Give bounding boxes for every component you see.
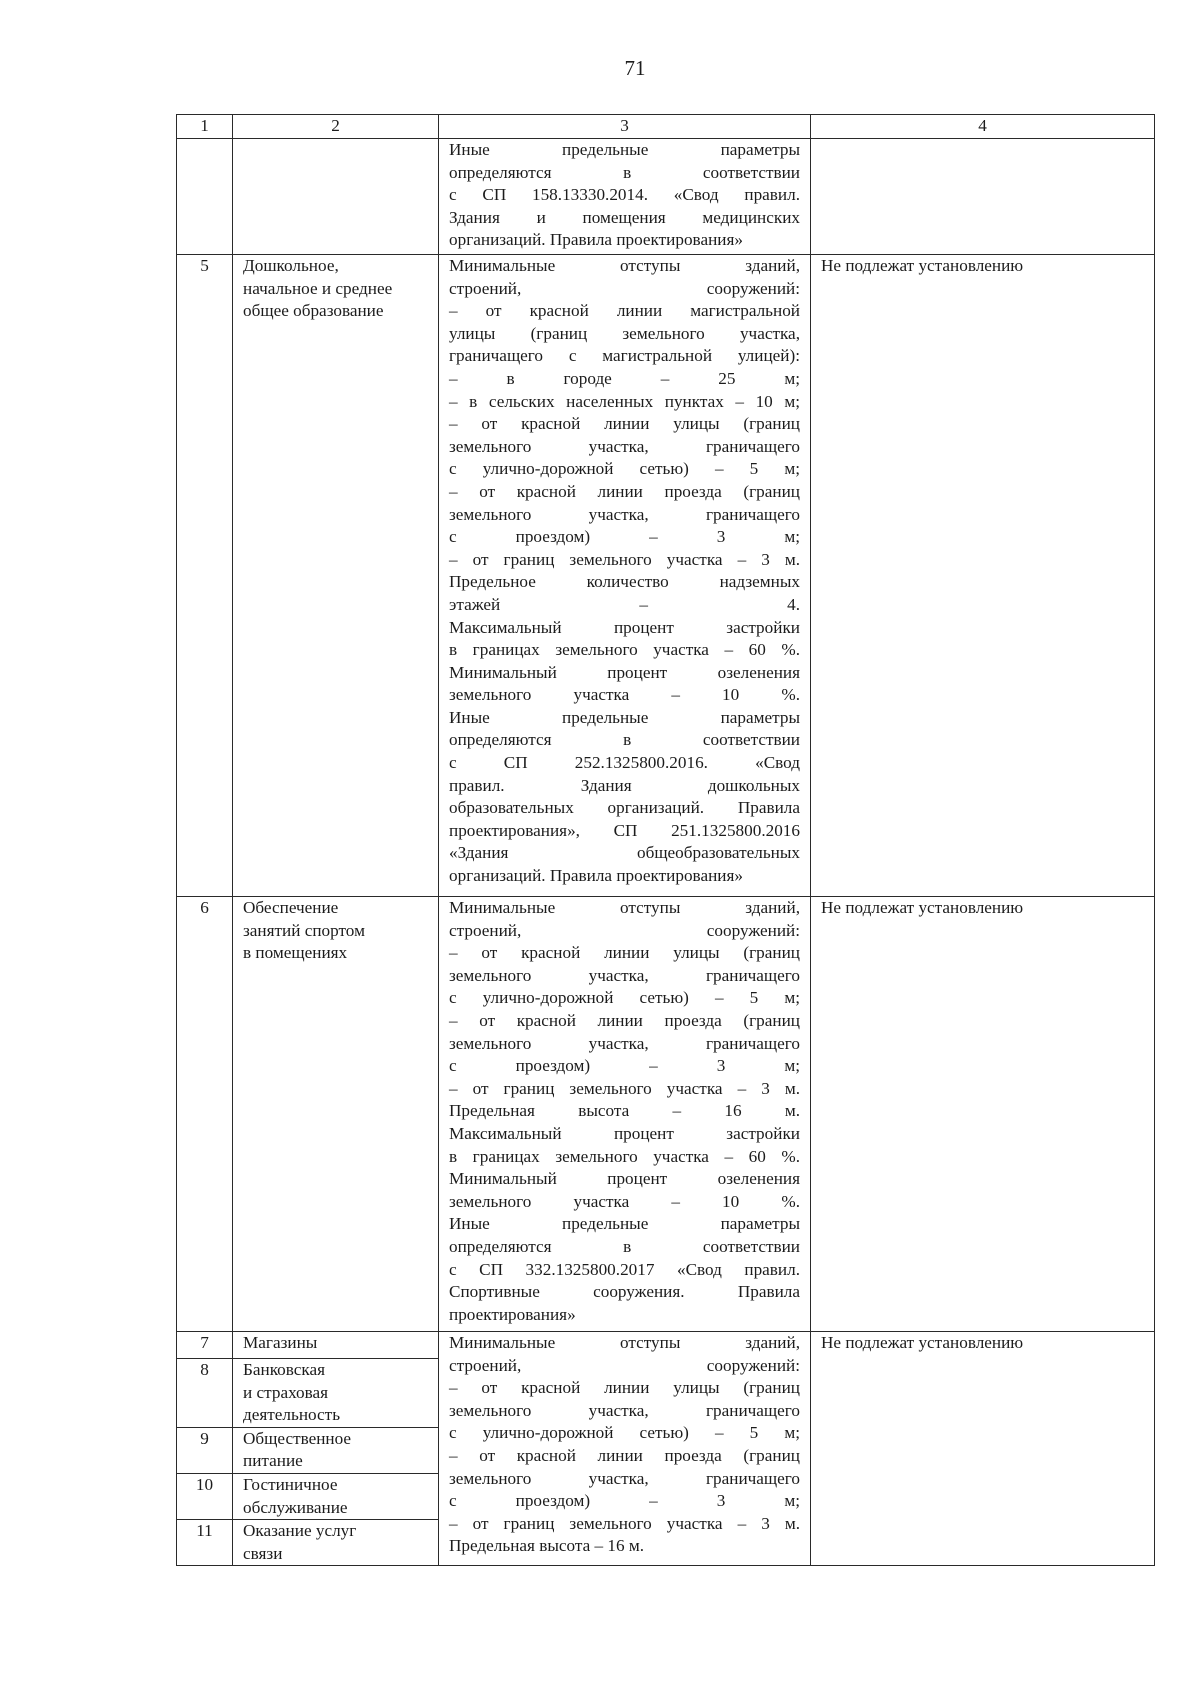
table-row-7 (177, 1332, 1155, 1359)
text-line: Предельная высота – 16 м. (449, 1101, 800, 1121)
row-number-cell: 6 (177, 897, 233, 1332)
row-name-cell (233, 255, 439, 897)
text-line: определяются в соответствии (449, 730, 800, 750)
row-note-cell: Не подлежат установлению (811, 1332, 1155, 1566)
row-name-cell (233, 1332, 439, 1359)
text-line: – от красной линии проезда (границ (449, 481, 800, 501)
text-line: Предельное количество надземных (449, 572, 800, 592)
text-line: – от границ земельного участка – 3 м. (449, 549, 800, 569)
text-line: и страховая (243, 1382, 329, 1402)
text-line: Минимальные отступы зданий, (449, 898, 800, 917)
text-line: – от границ земельного участка – 3 м. (449, 1078, 800, 1098)
header-col-2: 2 (233, 115, 439, 139)
text-line: Иные предельные параметры (449, 707, 800, 727)
row-number-cell: 11 (177, 1520, 233, 1566)
text-line: земельного участка – 10 %. (449, 1191, 800, 1211)
text-line: земельного участка, граничащего (449, 1400, 800, 1420)
row-params-cell (439, 139, 811, 255)
row-params-cell (439, 1332, 811, 1566)
text-line: строений, сооружений: (449, 278, 800, 298)
text-line: определяются в соответствии (449, 162, 800, 182)
text-line: с улично-дорожной сетью) – 5 м; (449, 1423, 800, 1443)
text-line: – от красной линии улицы (границ (449, 943, 800, 963)
text-line: с СП 158.13330.2014. «Свод правил. (449, 185, 800, 205)
text-line: с СП 332.1325800.2017 «Свод правил. (449, 1259, 800, 1279)
header-col-3: 3 (439, 115, 811, 139)
text-line: Дошкольное, (243, 256, 339, 275)
text-line: деятельность (243, 1405, 341, 1425)
text-line: улицы (границ земельного участка, (449, 323, 800, 343)
text-line: Здания и помещения медицинских (449, 207, 800, 227)
text-line: Обеспечение (243, 898, 339, 917)
row-name-cell (233, 1359, 439, 1428)
parameters-table (176, 114, 1155, 1566)
text-line: проектирования» (449, 1304, 576, 1324)
text-line: – от красной линии проезда (границ (449, 1445, 800, 1465)
text-line: начальное и среднее (243, 278, 393, 298)
text-line: – от красной линии улицы (границ (449, 414, 800, 434)
row-name-cell (233, 1473, 439, 1519)
text-line: Банковская (243, 1360, 326, 1379)
header-col-4: 4 (811, 115, 1155, 139)
text-line: в границах земельного участка – 60 %. (449, 1146, 800, 1166)
text-line: проектирования», СП 251.1325800.2016 (449, 820, 800, 840)
text-line: организаций. Правила проектирования» (449, 866, 743, 886)
row-params-cell (439, 255, 811, 897)
text-line: Иные предельные параметры (449, 1214, 800, 1234)
text-line: с улично-дорожной сетью) – 5 м; (449, 459, 800, 479)
text-line: земельного участка, граничащего (449, 504, 800, 524)
text-line: образовательных организаций. Правила (449, 798, 800, 818)
text-line: общее образование (243, 301, 384, 321)
text-line: Спортивные сооружения. Правила (449, 1282, 800, 1302)
row-number-cell: 9 (177, 1427, 233, 1473)
text-line: земельного участка, граничащего (449, 1468, 800, 1488)
text-line: земельного участка, граничащего (449, 1033, 800, 1053)
text-line: Гостиничное (243, 1474, 338, 1494)
table-row-continuation (177, 139, 1155, 255)
row-number-cell: 8 (177, 1359, 233, 1428)
text-line: обслуживание (243, 1497, 348, 1517)
text-line: занятий спортом (243, 920, 365, 940)
row-name-cell (233, 1427, 439, 1473)
page-number: 71 (624, 56, 646, 80)
text-line: Максимальный процент застройки (449, 617, 800, 637)
text-line: этажей – 4. (449, 594, 800, 614)
text-line: Предельная высота – 16 м. (449, 1536, 645, 1556)
text-line: Магазины (243, 1333, 318, 1352)
text-line: строений, сооружений: (449, 1355, 800, 1375)
text-line: определяются в соответствии (449, 1236, 800, 1256)
table-row-6 (177, 897, 1155, 1332)
text-line: «Здания общеобразовательных (449, 843, 800, 863)
text-line: организаций. Правила проектирования» (449, 230, 743, 250)
text-line: земельного участка, граничащего (449, 965, 800, 985)
text-line: – от красной линии магистральной (449, 301, 800, 321)
text-line: – в сельских населенных пунктах – 10 м; (449, 391, 800, 411)
text-line: в границах земельного участка – 60 %. (449, 640, 800, 660)
text-line: Максимальный процент застройки (449, 1123, 800, 1143)
text-line: в помещениях (243, 943, 348, 963)
text-line: с проездом) – 3 м; (449, 1056, 800, 1076)
header-col-1: 1 (177, 115, 233, 139)
row-name-cell (233, 1520, 439, 1566)
row-number-cell: 7 (177, 1332, 233, 1359)
row-number-cell: 5 (177, 255, 233, 897)
row-name-cell (233, 139, 439, 255)
row-note-cell (811, 139, 1155, 255)
text-line: – от красной линии проезда (границ (449, 1010, 800, 1030)
text-line: – в городе – 25 м; (449, 368, 800, 388)
text-line: с проездом) – 3 м; (449, 1491, 800, 1511)
text-line: земельного участка – 10 %. (449, 685, 800, 705)
text-line: Оказание услуг (243, 1521, 357, 1541)
row-number-cell: 10 (177, 1473, 233, 1519)
text-line: граничащего с магистральной улицей): (449, 346, 800, 366)
text-line: связи (243, 1543, 283, 1563)
text-line: с проездом) – 3 м; (449, 527, 800, 547)
text-line: земельного участка, граничащего (449, 436, 800, 456)
text-line: – от границ земельного участка – 3 м. (449, 1513, 800, 1533)
text-line: Иные предельные параметры (449, 140, 800, 159)
row-number-cell (177, 139, 233, 255)
row-params-cell (439, 897, 811, 1332)
text-line: Минимальные отступы зданий, (449, 256, 800, 275)
text-line: Минимальный процент озеленения (449, 1169, 800, 1189)
table-header-row (177, 115, 1155, 139)
row-name-cell (233, 897, 439, 1332)
table-row-5 (177, 255, 1155, 897)
text-line: правил. Здания дошкольных (449, 775, 800, 795)
row-note-cell: Не подлежат установлению (811, 255, 1155, 897)
text-line: с СП 252.1325800.2016. «Свод (449, 753, 800, 773)
text-line: строений, сооружений: (449, 920, 800, 940)
text-line: Минимальный процент озеленения (449, 662, 800, 682)
row-note-cell: Не подлежат установлению (811, 897, 1155, 1332)
text-line: с улично-дорожной сетью) – 5 м; (449, 988, 800, 1008)
text-line: Общественное (243, 1428, 352, 1448)
text-line: Минимальные отступы зданий, (449, 1333, 800, 1352)
text-line: – от красной линии улицы (границ (449, 1378, 800, 1398)
text-line: питание (243, 1451, 303, 1471)
